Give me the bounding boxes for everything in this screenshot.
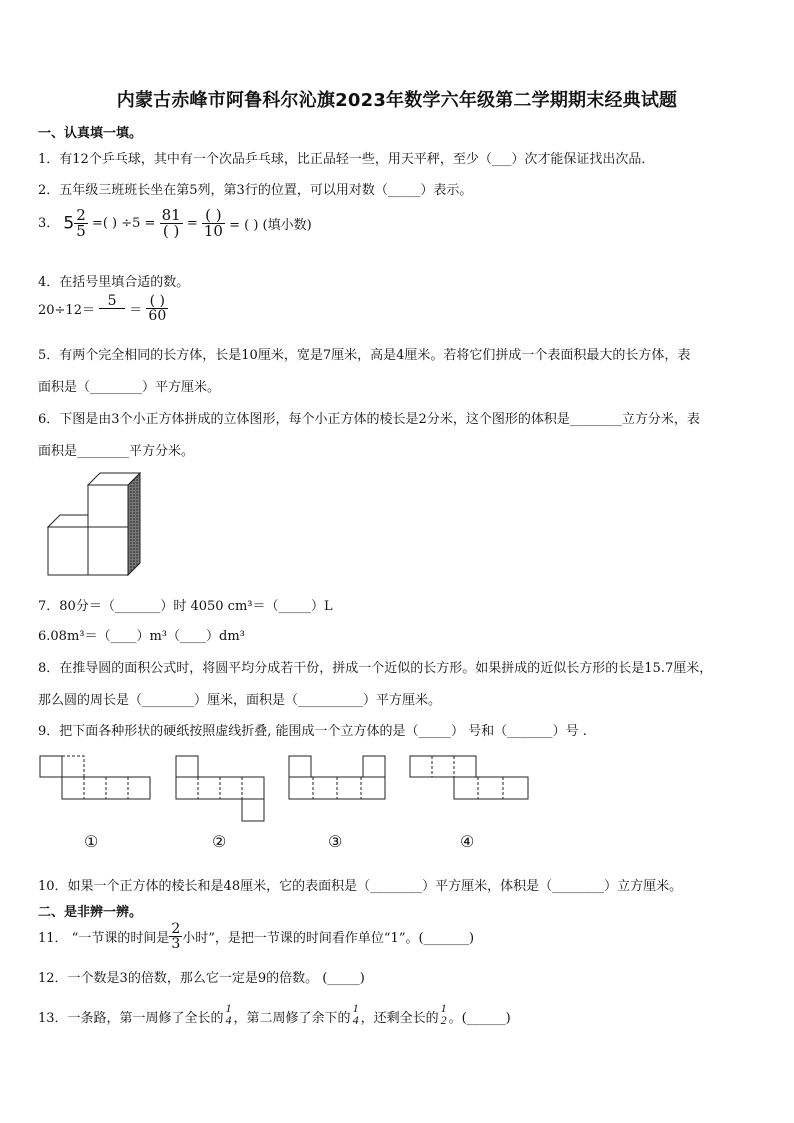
question-7-line-1: 7．80分＝（_______）时 4050 cm³＝（_____）L	[38, 599, 333, 614]
q3-mid: =( ) ÷5 =	[91, 216, 156, 231]
question-9: 9．把下面各种形状的硬纸按照虚线折叠, 能围成一个立方体的是（_____） 号和（_______）号 .	[38, 724, 587, 739]
net-label-1: ①	[84, 832, 99, 851]
net-label-2: ②	[212, 832, 227, 851]
q4-lead: 20÷12＝	[38, 303, 95, 318]
q4-equals: ＝	[129, 303, 143, 318]
q3-whole: 5	[63, 213, 75, 234]
q13-part-2: ，第二周修了余下的	[233, 1011, 351, 1026]
question-10: 10．如果一个正方体的棱长和是48厘米，它的表面积是（________）平方厘米，体积是（________）立方厘米。	[38, 879, 683, 894]
q13-frac-3: 1 2	[440, 1001, 447, 1027]
question-6-line-1: 6．下图是由3个小正方体拼成的立体图形，每个小正方体的棱长是2分米，这个图形的体积是________立方分米，表	[38, 412, 700, 427]
question-4: 4．在括号里填合适的数。	[38, 275, 190, 290]
section-heading-1: 一、认真填一填。	[38, 126, 143, 141]
q3-equals: =	[186, 216, 198, 231]
question-5-line-1: 5．有两个完全相同的长方体，长是10厘米，宽是7厘米，高是4厘米。若将它们拼成一个表面积最大的长方体，表	[38, 348, 691, 363]
question-1: 1．有12个乒乓球，其中有一个次品乒乓球，比正品轻一些，用天平秤，至少（___）次才能保证找出次品．	[38, 152, 655, 167]
question-8-line-1: 8．在推导圆的面积公式时，将圆平均分成若干份，拼成一个近似的长方形。如果拼成的近似长方形的长是15.7厘米，	[38, 661, 713, 676]
q11-suffix: 小时”，是把一节课的时间看作单位“1”。(_______)	[182, 931, 475, 946]
page-title: 内蒙古赤峰市阿鲁科尔沁旗2023年数学六年级第二学期期末经典试题	[116, 90, 678, 111]
question-7-line-2: 6.08m³＝（____）m³（____）dm³	[38, 629, 245, 644]
q11-prefix: 11． “一节课的时间是	[38, 931, 170, 946]
q3-frac-3: $\frac{( )}{10}$	[203, 206, 223, 240]
question-11	[38, 922, 474, 951]
q3-frac-2: $\frac{81}{( )}$	[161, 206, 181, 240]
q13-frac-2: 1 4	[352, 1001, 359, 1027]
question-5-line-2: 面积是（________）平方厘米。	[38, 380, 221, 395]
q13-part-1: 13．一条路，第一周修了全长的	[38, 1011, 224, 1026]
cube-figure	[46, 467, 146, 579]
q4-frac-2: $\frac{( )}{60}$	[148, 293, 167, 324]
net-label-4: ④	[460, 832, 475, 851]
q11-frac: $\frac{2}{3}$	[171, 921, 181, 952]
question-13	[38, 1002, 511, 1026]
cube-nets	[38, 754, 538, 826]
q3-prefix: 3．	[38, 216, 60, 231]
question-12: 12．一个数是3的倍数，那么它一定是9的倍数。 (_____)	[38, 971, 365, 986]
q13-part-3: ，还剩全长的	[360, 1011, 439, 1026]
q3-frac-1: $\frac{2}{5}$	[76, 206, 86, 240]
question-6-line-2: 面积是________平方分米。	[38, 444, 195, 459]
q3-tail: = ( ) (填小数)	[229, 218, 312, 233]
q4-frac-1: 5	[99, 294, 125, 323]
net-label-3: ③	[328, 832, 343, 851]
question-8-line-2: 那么圆的周长是（________）厘米，面积是（__________）平方厘米。	[38, 693, 442, 708]
section-heading-2: 二、是非辨一辨。	[38, 905, 143, 920]
q13-part-4: 。(______)	[448, 1011, 511, 1026]
question-4-expression	[38, 294, 168, 323]
question-2: 2．五年级三班班长坐在第5列，第3行的位置，可以用对数（_____）表示。	[38, 183, 473, 198]
q13-frac-1: 1 4	[225, 1001, 232, 1027]
question-3	[38, 208, 312, 239]
